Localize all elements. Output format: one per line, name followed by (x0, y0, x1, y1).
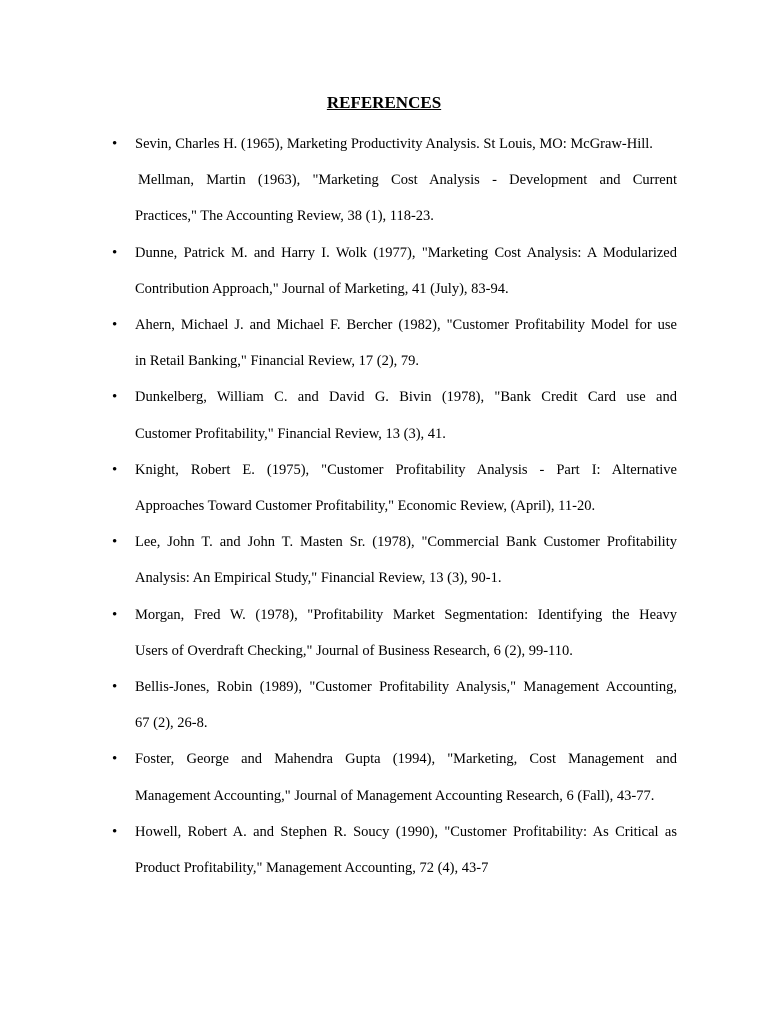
bullet-icon: • (112, 244, 118, 261)
reference-line: Howell, Robert A. and Stephen R. Soucy (1990), "Customer Profitability: As Critical as (135, 823, 677, 840)
reference-line: Dunkelberg, William C. and David G. Bivin (1978), "Bank Credit Card use and (135, 389, 677, 406)
reference-line: Lee, John T. and John T. Masten Sr. (1978), "Commercial Bank Customer Profitability (135, 534, 677, 551)
reference-line: Sevin, Charles H. (1965), Marketing Productivity Analysis. St Louis, MO: McGraw-Hill. (135, 136, 653, 152)
bullet-icon: • (112, 606, 118, 623)
bullet-icon: • (112, 751, 118, 768)
reference-line: 67 (2), 26-8. (135, 715, 208, 732)
reference-line: Contribution Approach," Journal of Marketing, 41 (July), 83-94. (135, 280, 509, 297)
reference-line: Product Profitability," Management Accounting, 72 (4), 43-7 (135, 860, 489, 876)
reference-line: Customer Profitability," Financial Review, 13 (3), 41. (135, 425, 446, 442)
bullet-icon: • (112, 317, 118, 333)
page-title: REFERENCES (326, 93, 442, 112)
bullet-icon: • (112, 461, 118, 478)
bullet-icon: • (112, 534, 118, 551)
reference-line: Foster, George and Mahendra Gupta (1994), "Marketing, Cost Management and (135, 751, 677, 768)
reference-line: Users of Overdraft Checking," Journal of Business Research, 6 (2), 99-110. (135, 642, 573, 659)
reference-line: Practices," The Accounting Review, 38 (1), 118-23. (135, 208, 434, 225)
reference-line: Dunne, Patrick M. and Harry I. Wolk (1977), "Marketing Cost Analysis: A Modularized (135, 244, 677, 261)
reference-line: Morgan, Fred W. (1978), "Profitability Market Segmentation: Identifying the Heavy (135, 606, 677, 623)
reference-line: Management Accounting," Journal of Management Accounting Research, 6 (Fall), 43-77. (135, 787, 655, 804)
bullet-icon: • (112, 389, 118, 406)
reference-line: Analysis: An Empirical Study," Financial Review, 13 (3), 90-1. (135, 570, 502, 587)
bullet-icon: • (112, 136, 118, 152)
bullet-icon: • (112, 823, 118, 840)
reference-line: Approaches Toward Customer Profitability," Economic Review, (April), 11-20. (135, 498, 596, 514)
reference-line: Knight, Robert E. (1975), "Customer Profitability Analysis - Part I: Alternative (135, 461, 677, 478)
reference-line: Ahern, Michael J. and Michael F. Bercher (1982), "Customer Profitability Model for use (135, 317, 677, 333)
reference-line: Bellis-Jones, Robin (1989), "Customer Profitability Analysis," Management Accounting, (135, 679, 677, 695)
reference-line: in Retail Banking," Financial Review, 17 (2), 79. (135, 353, 420, 370)
reference-line: Mellman, Martin (1963), "Marketing Cost Analysis - Development and Current (138, 172, 677, 189)
bullet-icon: • (112, 679, 118, 695)
